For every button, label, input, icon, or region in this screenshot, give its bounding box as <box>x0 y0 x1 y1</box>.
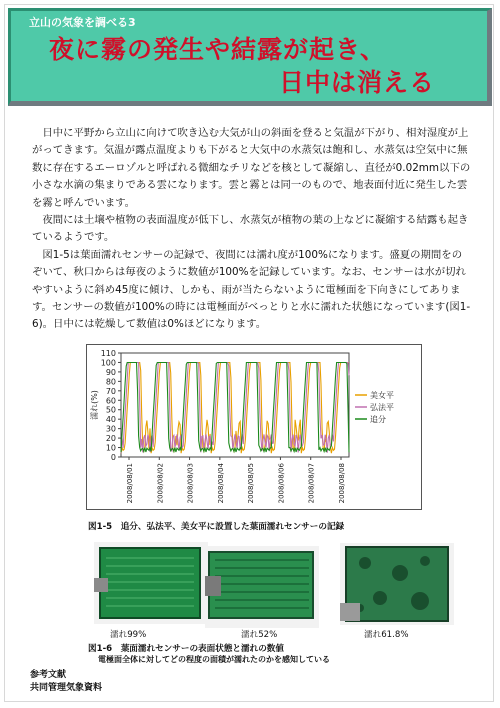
y-tick-label: 110 <box>100 349 116 358</box>
wetness-chart-svg <box>87 345 421 509</box>
y-tick-label: 0 <box>110 453 116 462</box>
page-title-line1: 夜に霧の発生や結露が起き、 <box>49 35 387 64</box>
y-tick-label: 30 <box>105 424 116 434</box>
y-tick-label: 90 <box>105 367 116 377</box>
figure-6-subcaption: 電極面全体に対してどの程度の面積が濡れたのかを感知している <box>98 655 330 664</box>
legend-label-1: 美女平 <box>370 391 394 400</box>
x-tick-label: 2008/08/04 <box>216 463 225 504</box>
wetness-chart <box>86 344 422 510</box>
photo-2-label: 濡れ52% <box>241 630 278 640</box>
x-tick-label: 2008/08/06 <box>277 463 286 504</box>
figure-6-caption: 図1-6 葉面濡れセンサーの表面状態と濡れの数値 <box>88 644 284 654</box>
x-tick-label: 2008/08/02 <box>156 463 165 504</box>
references-heading: 参考文献 <box>30 670 67 680</box>
sensor-photo-2-image <box>205 546 319 628</box>
page-title-line2: 日中は消える <box>279 68 436 97</box>
y-tick-label: 10 <box>105 443 116 453</box>
sensor-photo-1 <box>94 542 208 624</box>
x-tick-label: 2008/08/03 <box>186 463 195 504</box>
y-tick-label: 100 <box>100 358 116 368</box>
series-label: 立山の気象を調べる3 <box>29 16 136 29</box>
x-tick-label: 2008/08/07 <box>307 463 316 504</box>
sensor-photo-3 <box>340 543 454 625</box>
title-banner <box>8 8 492 106</box>
paragraph-3: 図1-5は葉面濡れセンサーの記録で、夜間には濡れ度が100%になります。盛夏の期間をのぞいて、秋口からは毎夜のように数値が100%を記録しています。なお、センサーは水が切れやすいように斜め45度に傾け、しかも、雨が当たらないように電極面を下向きにしてあります。センサーの数値が100%の時には電極面がべっとりと水に濡れた状態になっています(図1-6)。日中には乾燥して数値は0%ほどになります。 <box>32 248 471 331</box>
x-tick-label: 2008/08/05 <box>247 463 256 504</box>
y-tick-label: 20 <box>105 434 116 444</box>
y-tick-label: 80 <box>105 377 116 387</box>
photo-1-label: 濡れ99% <box>110 630 147 640</box>
y-axis-label: 濡れ(%) <box>90 390 99 420</box>
y-tick-label: 40 <box>105 415 116 425</box>
y-tick-label: 60 <box>105 396 116 406</box>
x-tick-label: 2008/08/01 <box>126 463 134 504</box>
body-text <box>32 125 472 334</box>
paragraph-1: 日中に平野から立山に向けて吹き込む大気が山の斜面を登ると気温が下がり、相対湿度が上がってきます。気温が露点温度よりも下がると大気中の水蒸気は飽和し、水蒸気は空気中に無数に存在するエーロゾルと呼ばれる微細なチリなどを核として凝縮し、直径が0.02mm以下の小さな水滴の集まりである雲になります。雲と霧とは同一のもので、地表面付近に発生した雲を霧と呼んでいます。 <box>32 127 471 209</box>
legend-label-3: 追分 <box>370 415 386 424</box>
sensor-photo-2 <box>205 546 319 628</box>
y-tick-label: 50 <box>105 405 116 415</box>
y-tick-label: 70 <box>105 386 116 396</box>
sensor-photo-1-image <box>94 542 208 624</box>
references-item: 共同管理気象資料 <box>30 683 103 693</box>
x-tick-label: 2008/08/08 <box>338 463 346 504</box>
paragraph-2: 夜間には土壌や植物の表面温度が低下し、水蒸気が植物の葉の上などに凝縮する結露も起きているようです。 <box>32 214 469 244</box>
legend-label-2: 弘法平 <box>370 403 394 412</box>
figure-5-caption: 図1-5 追分、弘法平、美女平に設置した葉面濡れセンサーの記録 <box>88 522 345 532</box>
photo-3-label: 濡れ61.8% <box>364 630 409 640</box>
sensor-photo-3-image <box>340 543 454 625</box>
